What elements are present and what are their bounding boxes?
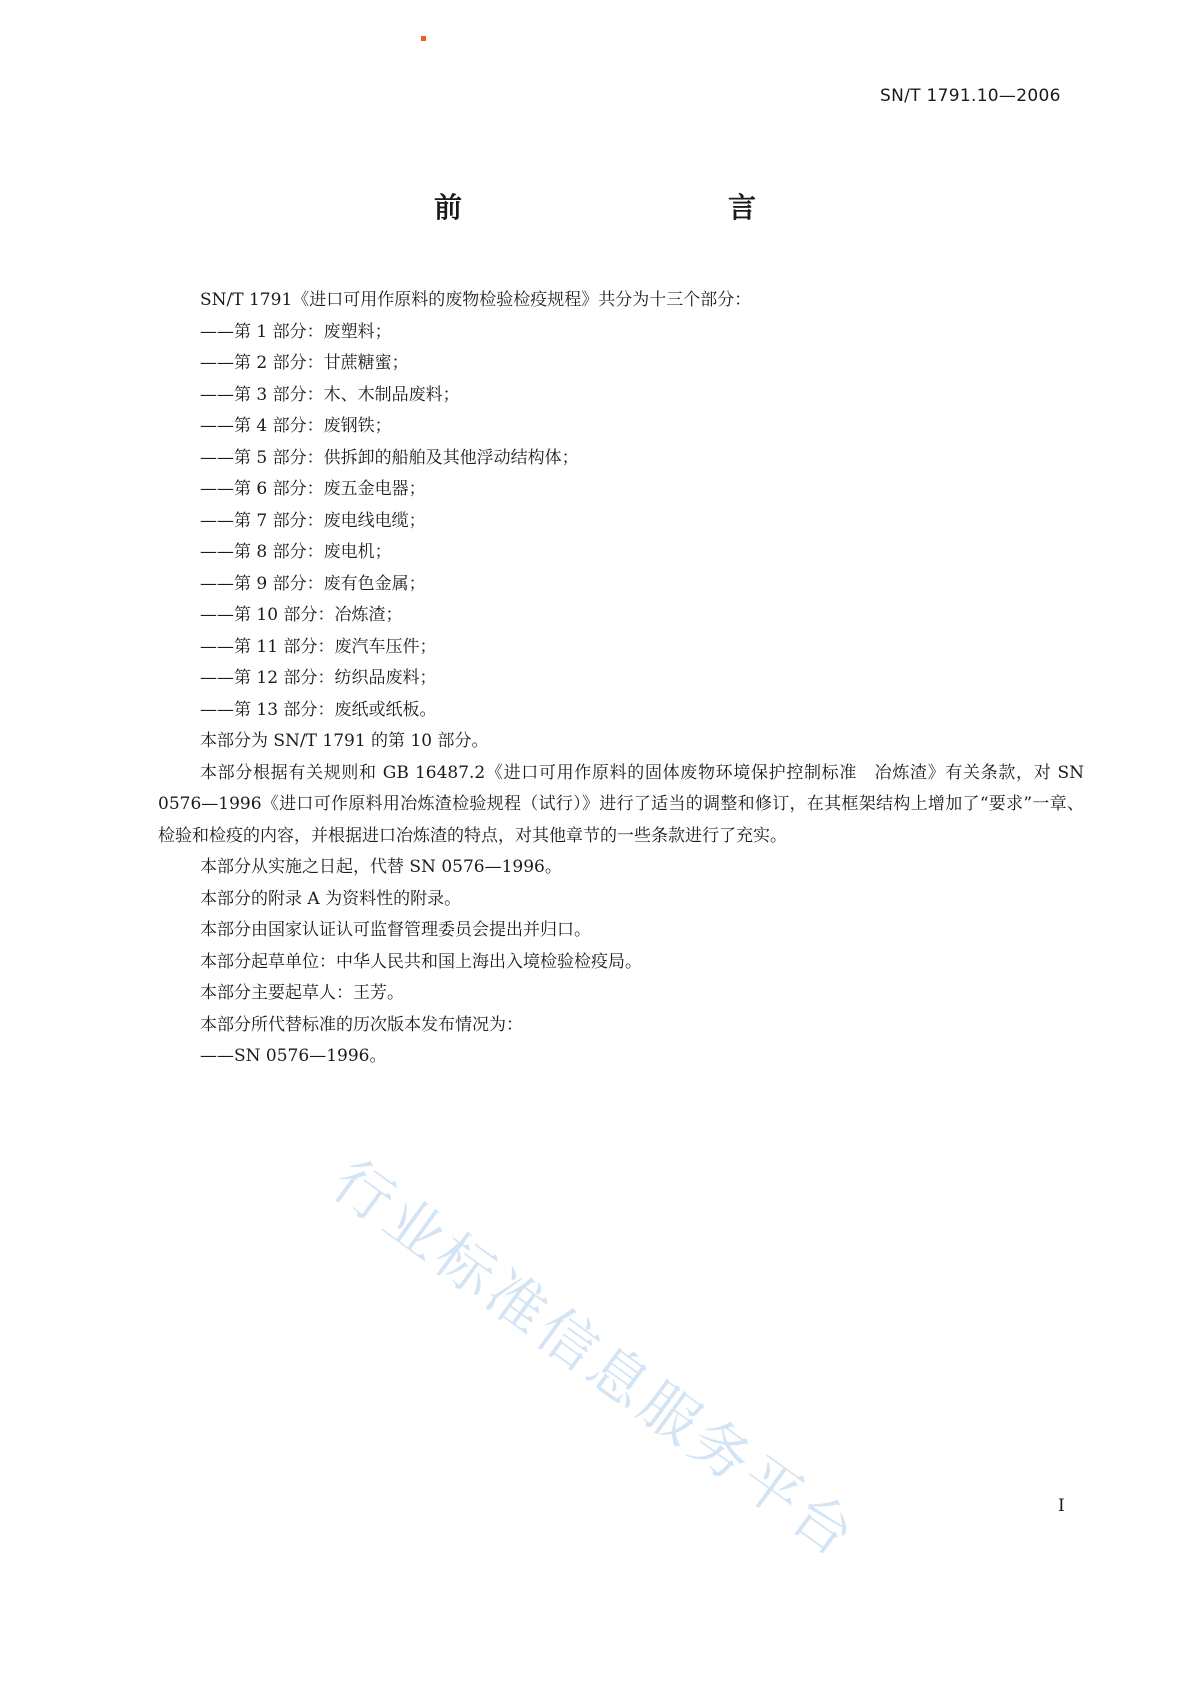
page-number: Ⅰ <box>1058 1496 1065 1516</box>
proposed-by-paragraph: 本部分由国家认证认可监督管理委员会提出并归口。 <box>200 920 591 940</box>
part-list-item: ——第 1 部分：废塑料； <box>200 321 392 342</box>
part-list-item: ——第 11 部分：废汽车压件； <box>200 636 437 657</box>
foreword-body <box>158 285 1084 1073</box>
part-list-item: ——第 5 部分：供拆卸的船舶及其他浮动结构体； <box>200 447 579 468</box>
watermark: 行业标准信息服务平台 <box>320 1146 871 1572</box>
page-title: 前 言 <box>433 191 826 224</box>
part-list-item: ——第 2 部分：甘蔗糖蜜； <box>200 353 409 373</box>
part-list-item: ——第 6 部分：废五金电器； <box>200 479 426 499</box>
annex-paragraph: 本部分的附录 A 为资料性的附录。 <box>200 888 462 909</box>
this-part-paragraph: 本部分为 SN/T 1791 的第 10 部分。 <box>200 731 489 751</box>
replaces-paragraph: 本部分从实施之日起，代替 SN 0576—1996。 <box>200 857 562 877</box>
intro-paragraph: SN/T 1791《进口可用作原料的废物检验检疫规程》共分为十三个部分： <box>200 290 752 310</box>
drafting-unit-paragraph: 本部分起草单位：中华人民共和国上海出入境检验检疫局。 <box>200 951 642 972</box>
part-list-item: ——第 10 部分：冶炼渣； <box>200 605 403 625</box>
part-list-item: ——第 9 部分：废有色金属； <box>200 573 426 594</box>
drafters-paragraph: 本部分主要起草人：王芳。 <box>200 983 404 1003</box>
history-intro-paragraph: 本部分所代替标准的历次版本发布情况为： <box>200 1014 523 1035</box>
basis-paragraph: 本部分根据有关规则和 GB 16487.2《进口可用作原料的固体废物环境保护控制标准 冶炼渣》有关条款，对 SN 0576—1996《进口可作原料用冶炼渣检验规程（试行）》进行了适当的调整和修订，在其框架结构上增加了“要求”一章、检验和检疫的内容，并根据进口冶炼渣的特点，对其他章节的一些条款进行了充实。 <box>158 762 1084 846</box>
part-list-item: ——第 3 部分：木、木制品废料； <box>200 384 460 405</box>
part-list-item: ——第 12 部分：纺织品废料； <box>200 668 437 688</box>
standard-number: SN/T 1791.10—2006 <box>880 86 1061 106</box>
scan-mark <box>421 36 426 41</box>
part-list-item: ——第 4 部分：废钢铁； <box>200 416 392 436</box>
history-list-item: ——SN 0576—1996。 <box>200 1046 387 1066</box>
part-list-item: ——第 13 部分：废纸或纸板。 <box>200 699 437 720</box>
part-list-item: ——第 7 部分：废电线电缆； <box>200 510 426 531</box>
part-list-item: ——第 8 部分：废电机； <box>200 542 392 562</box>
